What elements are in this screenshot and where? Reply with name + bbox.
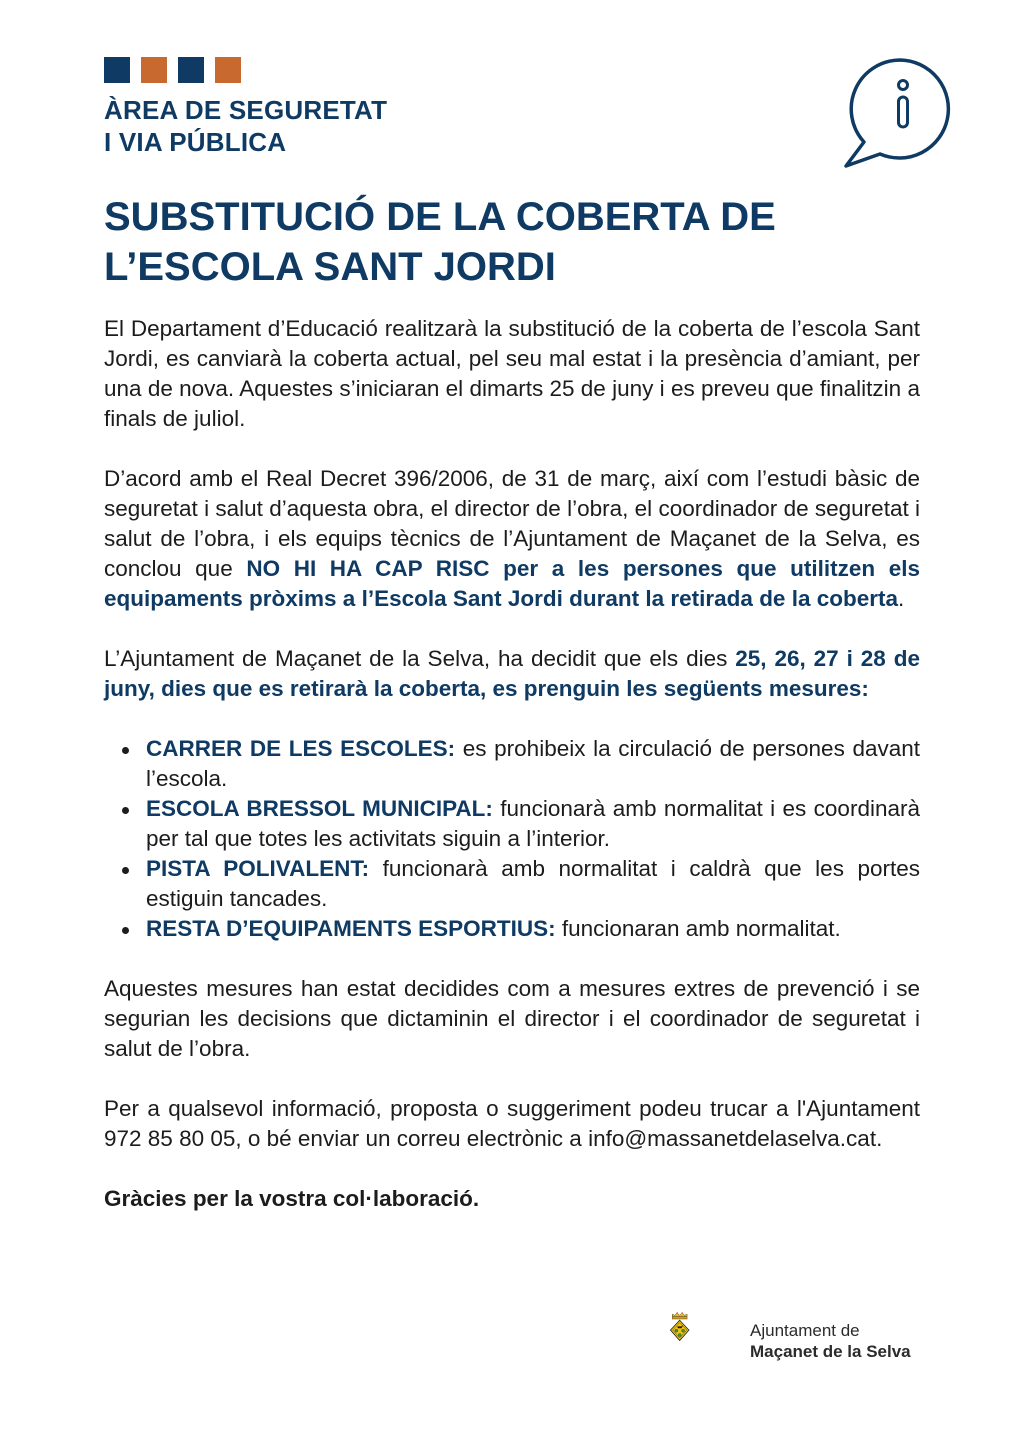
logo-line-2: Maçanet de la Selva (750, 1342, 911, 1361)
brand-square-orange (141, 57, 167, 83)
decision-text: L’Ajuntament de Maçanet de la Selva, ha decidit que els dies (104, 646, 736, 671)
measures-list (104, 734, 920, 944)
municipal-coat-of-arms-icon (668, 1277, 748, 1377)
measure-label: ESCOLA BRESSOL MUNICIPAL: (146, 796, 493, 821)
department-line-2: I VIA PÚBLICA (104, 127, 287, 157)
measure-text: funcionarà amb normalitat i caldrà que les portes estiguin tancades. (146, 856, 920, 911)
info-speech-bubble-icon (838, 52, 958, 172)
thanks-line: Gràcies per la vostra col·laboració. (104, 1186, 480, 1211)
brand-squares (104, 57, 241, 83)
logo-line-1: Ajuntament de (750, 1321, 860, 1340)
contact-paragraph: Per a qualsevol informació, proposta o suggeriment podeu trucar a l'Ajuntament 972 85 80 05, o bé enviar un correu electrònic a info@massanetdelaselva.cat. (104, 1096, 920, 1151)
title-line-2: L’ESCOLA SANT JORDI (104, 245, 556, 289)
prevention-paragraph: Aquestes mesures han estat decidides com a mesures extres de prevenció i se segurian les decisions que dictaminin el director i el coordinador de seguretat i salut de l’obra. (104, 976, 920, 1061)
list-item (146, 794, 920, 854)
measure-text: es prohibeix la circulació de persones davant l’escola. (146, 736, 920, 791)
legal-paragraph (104, 464, 920, 614)
measure-text: funcionarà amb normalitat i es coordinarà per tal que totes les activitats siguin a l’interior. (146, 796, 920, 851)
title-line-1: SUBSTITUCIÓ DE LA COBERTA DE (104, 195, 776, 239)
list-item (146, 734, 920, 794)
measure-text: funcionaran amb normalitat. (555, 916, 841, 941)
brand-square-blue (178, 57, 204, 83)
intro-paragraph: El Departament d’Educació realitzarà la substitució de la coberta de l’escola Sant Jordi, es canviarà la coberta actual, pel seu mal estat i la presència d’amiant, per una de nova. Aquestes s’iniciaran el dimarts 25 de juny i es preveu que finalitzin a finals de juliol. (104, 316, 920, 431)
legal-text: D’acord amb el Real Decret 396/2006, de 31 de març, així com l’estudi bàsic de seguretat i salut d’aquesta obra, el director de l’obra, el coordinador de seguretat i salut de l’obra, i els equips tècnics de l’Ajuntament de Maçanet de la Selva, es conclou que (104, 466, 920, 581)
measure-label: PISTA POLIVALENT: (146, 856, 370, 881)
list-item (146, 914, 920, 944)
dates-highlight: 25, 26, 27 i 28 de juny, dies que es retirarà la coberta, es prenguin les següents mesures: (104, 646, 920, 701)
municipality-logo-text (750, 1320, 911, 1362)
legal-end: . (898, 586, 905, 611)
measure-label: RESTA D’EQUIPAMENTS ESPORTIUS: (146, 916, 556, 941)
department-name (104, 94, 387, 158)
brand-square-blue (104, 57, 130, 83)
notice-body (104, 314, 920, 1214)
measure-label: CARRER DE LES ESCOLES: (146, 736, 456, 761)
decision-paragraph (104, 644, 920, 704)
brand-square-orange (215, 57, 241, 83)
department-line-1: ÀREA DE SEGURETAT (104, 95, 388, 125)
no-risk-highlight: NO HI HA CAP RISC per a les persones que utilitzen els equipaments pròxims a l’Escola Sant Jordi durant la retirada de la coberta (104, 556, 920, 611)
list-item (146, 854, 920, 914)
page-title (104, 192, 924, 292)
